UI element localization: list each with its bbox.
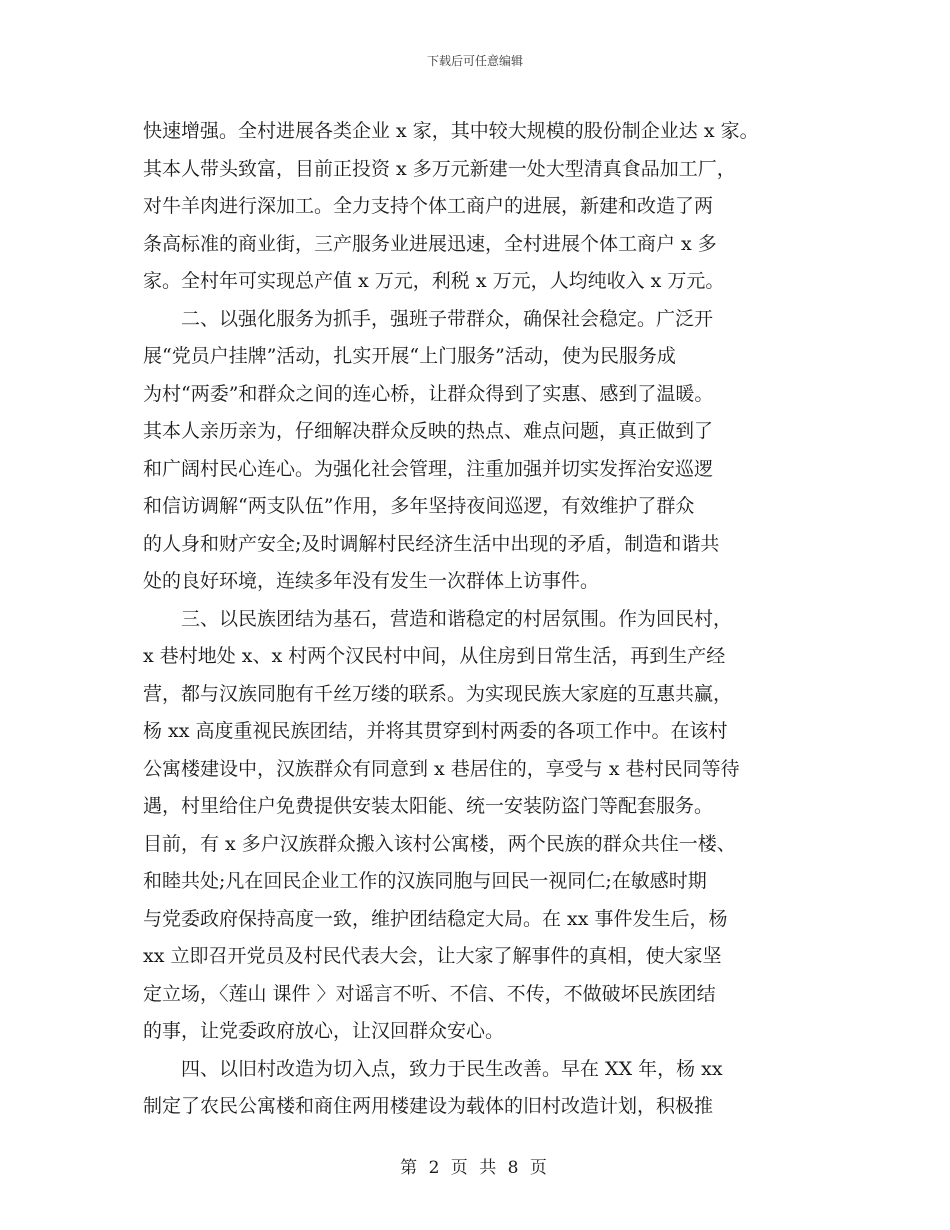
text-line: 制定了农民公寓楼和商住两用楼建设为载体的旧村改造计划，积极推 xyxy=(143,1095,714,1117)
text-line: 的事，让党委政府放心，让汉回群众安心。 xyxy=(143,1020,505,1042)
text-line: 其本人带头致富，目前正投资 x 多万元新建一处大型清真食品加工厂， xyxy=(143,157,736,180)
document-body xyxy=(143,113,803,1126)
text-line: 目前，有 x 多户汉族群众搬入该村公寓楼，两个民族的群众共住一楼、 xyxy=(143,832,736,855)
text-line: 和广阔村民心连心。为强化社会管理，注重加强并切实发挥治安巡逻 xyxy=(143,457,714,480)
text-line: 其本人亲历亲为，仔细解决群众反映的热点、难点问题，真正做到了 xyxy=(143,420,714,442)
text-line: 的人身和财产安全;及时调解村民经济生活中出现的矛盾，制造和谐共 xyxy=(143,532,720,555)
text-line: 营，都与汉族同胞有千丝万缕的联系。为实现民族大家庭的互惠共赢， xyxy=(143,682,733,705)
page-number: 第 2 页 共 8 页 xyxy=(400,1158,550,1178)
text-line: 条高标准的商业街，三产服务业进展迅速，全村进展个体工商户 x 多 xyxy=(143,232,717,255)
text-line: 对牛羊肉进行深加工。全力支持个体工商户的进展，新建和改造了两 xyxy=(143,195,714,217)
text-line: 家。全村年可实现总产值 x 万元，利税 x 万元，人均纯收入 x 万元。 xyxy=(143,270,725,292)
text-line: 为村“两委”和群众之间的连心桥，让群众得到了实惠、感到了温暖。 xyxy=(143,382,714,405)
text-line: 处的良好环境，连续多年没有发生一次群体上访事件。 xyxy=(143,570,600,592)
text-line: 二、以强化服务为抓手，强班子带群众，确保社会稳定。广泛开 xyxy=(181,307,714,330)
text-line: 与党委政府保持高度一致，维护团结稳定大局。在 xx 事件发生后，杨 xyxy=(143,907,728,930)
text-line: 快速增强。全村进展各类企业 x 家，其中较大规模的股份制企业达 x 家。 xyxy=(143,120,759,142)
text-line: 和信访调解“两支队伍”作用，多年坚持夜间巡逻，有效维护了群众 xyxy=(143,495,695,517)
text-line: 三、以民族团结为基石，营造和谐稳定的村居氛围。作为回民村， xyxy=(181,607,733,630)
text-line: xx 立即召开党员及村民代表大会，让大家了解事件的真相，使大家坚 xyxy=(143,945,722,967)
text-line: 四、以旧村改造为切入点，致力于民生改善。早在 XX 年，杨 xx xyxy=(181,1057,723,1080)
text-line: 定立场，〈莲山 课件 〉对谣言不听、不信、不传，不做破坏民族团结 xyxy=(143,982,716,1005)
text-line: 杨 xx 高度重视民族团结，并将其贯穿到村两委的各项工作中。在该村 xyxy=(143,720,728,742)
text-line: 和睦共处;凡在回民企业工作的汉族同胞与回民一视同仁;在敏感时期 xyxy=(143,870,707,892)
text-line: 遇，村里给住户免费提供安装太阳能、统一安装防盗门等配套服务。 xyxy=(143,795,714,817)
page-header-note: 下载后可任意编辑 xyxy=(426,54,523,68)
text-line: 公寓楼建设中，汉族群众有同意到 x 巷居住的，享受与 x 巷村民同等待 xyxy=(143,757,740,780)
text-line: x 巷村地处 x、x 村两个汉民村中间，从住房到日常生活，再到生产经 xyxy=(143,645,726,667)
text-line: 展“党员户挂牌”活动，扎实开展“上门服务”活动，使为民服务成 xyxy=(143,345,676,367)
